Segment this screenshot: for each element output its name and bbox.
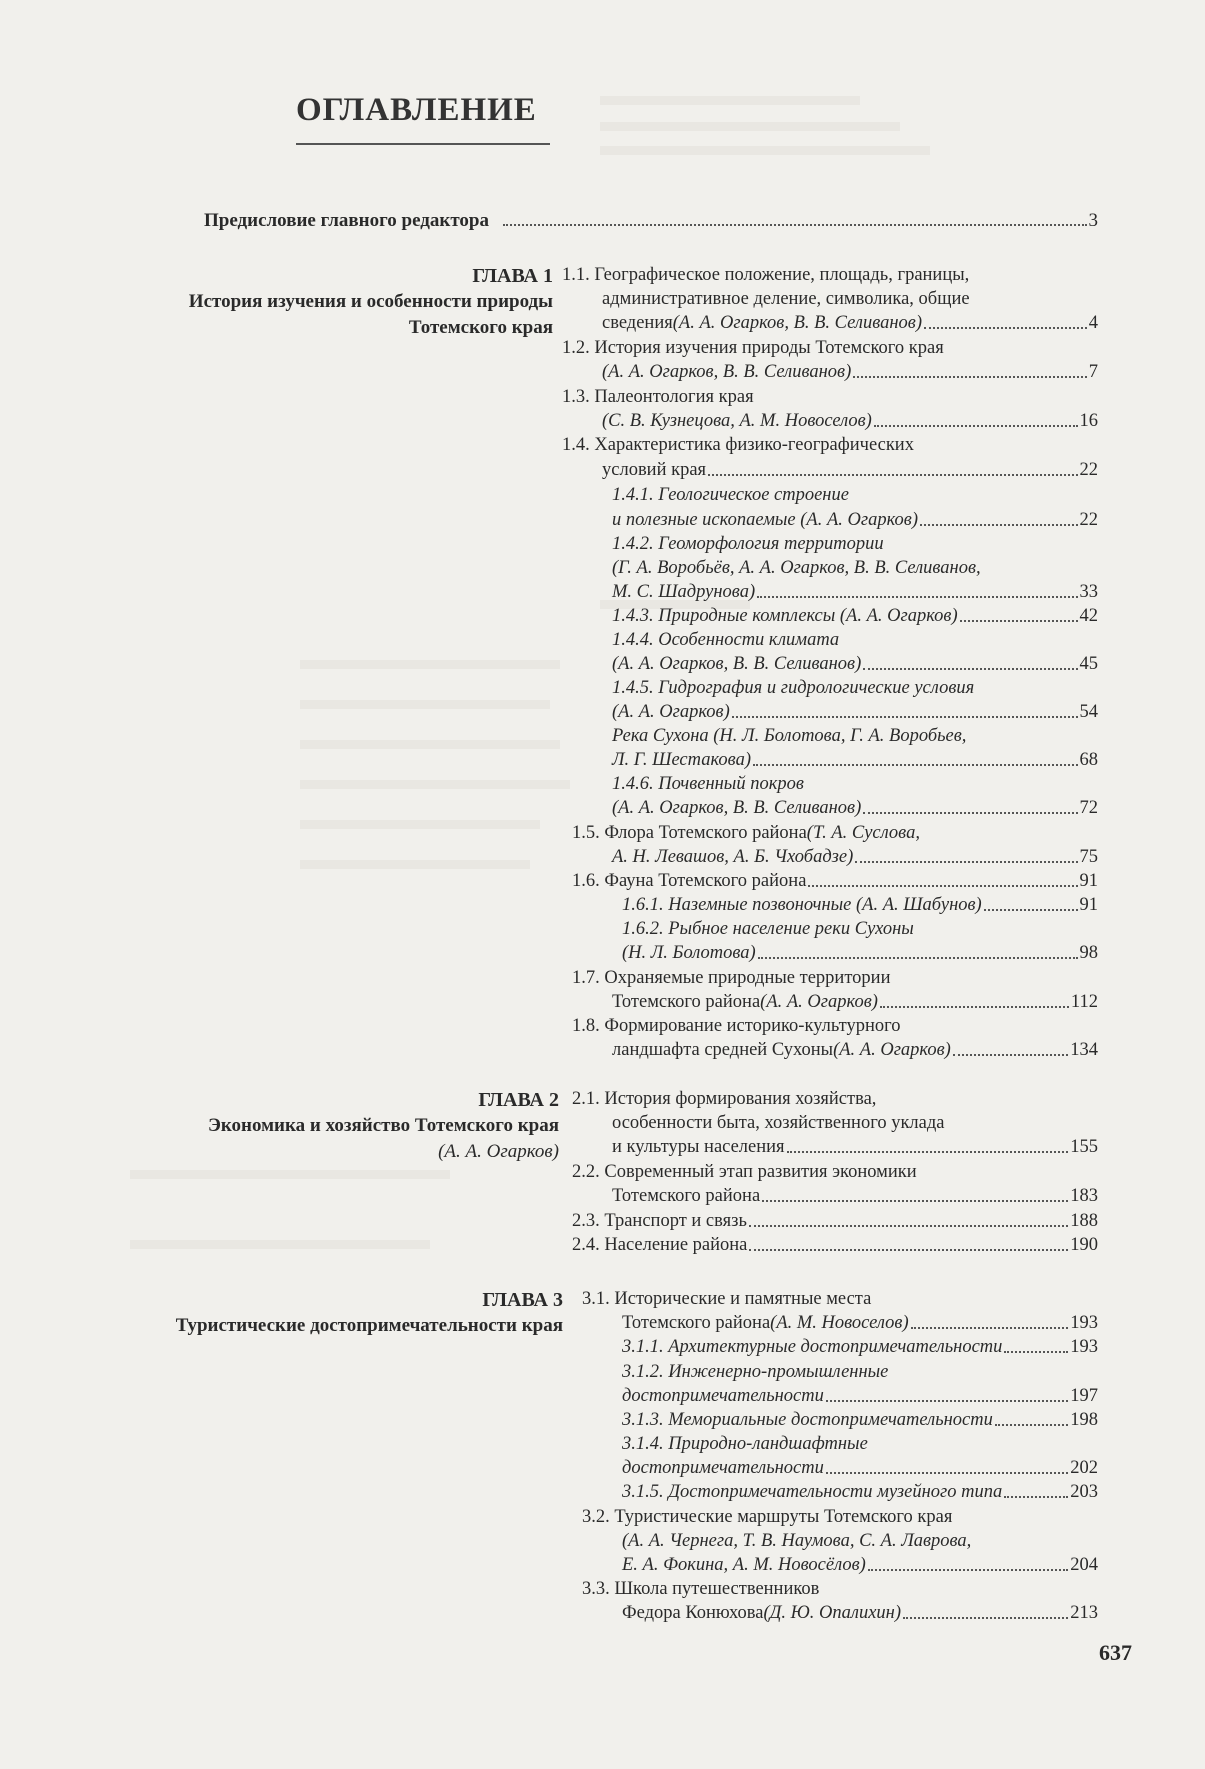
entry-text: условий края [602, 460, 707, 480]
entry-page: 75 [1079, 847, 1098, 867]
entry-text: 1.1. Географическое положение, площадь, границы, [562, 265, 970, 285]
toc-entry [612, 990, 1098, 1014]
entry-author: (Т. А. Суслова, [806, 823, 920, 843]
toc-entry [612, 1135, 1098, 1159]
entry-page: 16 [1079, 411, 1098, 431]
entry-text: М. С. Шадрунова) [612, 582, 756, 602]
chapter-title-line: Экономика и хозяйство Тотемского края [207, 1115, 559, 1136]
entry-author: Е. А. Фокина, А. М. Новосёлов) [622, 1555, 866, 1575]
toc-entry [572, 869, 1098, 893]
toc-entry [622, 1408, 1098, 1432]
leader-dots [868, 1568, 1068, 1571]
leader-dots [757, 595, 1077, 598]
toc-entry [622, 917, 1098, 941]
entry-text: 3.1.4. Природно-ландшафтные [622, 1434, 868, 1454]
entry-text: 1.8. Формирование историко-культурного [572, 1016, 901, 1036]
entry-page: 4 [1088, 313, 1098, 333]
preface-entry [204, 210, 1098, 232]
toc-entry [562, 433, 1098, 457]
entry-text: Река Сухона (Н. Л. Болотова, Г. А. Воробьев, [612, 726, 967, 746]
toc-entry [602, 287, 1098, 311]
toc-entry [612, 580, 1098, 604]
entry-text: 3.1.1. Архитектурные достопримечательности [622, 1337, 1003, 1357]
toc-entry [622, 1384, 1098, 1408]
toc-entry [622, 893, 1098, 917]
entry-text: 1.4.2. Геоморфология территории [612, 534, 884, 554]
chapter-number: ГЛАВА 1 [472, 265, 553, 287]
leader-dots [924, 326, 1087, 329]
entry-text: административное деление, символика, общие [602, 289, 970, 309]
entry-page: 22 [1079, 510, 1098, 530]
chapter-number: ГЛАВА 3 [482, 1289, 563, 1311]
toc-entry [622, 1360, 1098, 1384]
entry-text: Тотемского района [612, 1186, 761, 1206]
entry-text: 1.4.4. Особенности климата [612, 630, 840, 650]
toc-entry [622, 1432, 1098, 1456]
leader-dots [855, 860, 1077, 863]
leader-dots [880, 1005, 1069, 1008]
entry-author: (А. А. Огарков) [760, 992, 878, 1012]
toc-entry [612, 652, 1098, 676]
entry-page: 193 [1070, 1337, 1098, 1357]
toc-entry [572, 1233, 1098, 1257]
toc-entry [612, 772, 1098, 796]
entry-page: 197 [1070, 1386, 1098, 1406]
entry-text: 2.2. Современный этап развития экономики [572, 1162, 917, 1182]
toc-entry [612, 483, 1098, 507]
entry-text: (Г. А. Воробьёв, А. А. Огарков, В. В. Селиванов, [612, 558, 981, 578]
chapter-number: ГЛАВА 2 [478, 1089, 559, 1111]
leader-dots [758, 956, 1078, 959]
entry-page: 22 [1079, 460, 1098, 480]
entry-text: сведения [602, 313, 673, 333]
entry-text: и полезные ископаемые (А. А. Огарков) [612, 510, 918, 530]
toc-entry [572, 1160, 1098, 1184]
toc-entry [572, 966, 1098, 990]
entry-text: 1.7. Охраняемые природные территории [572, 968, 891, 988]
leader-dots [826, 1471, 1068, 1474]
entry-page: 7 [1088, 362, 1098, 382]
toc-entry [612, 845, 1098, 869]
leader-dots [953, 1053, 1068, 1056]
toc-entry [612, 676, 1098, 700]
toc-entry [612, 604, 1098, 628]
chapter-3-heading [176, 1287, 563, 1339]
leader-dots [762, 1199, 1068, 1202]
entry-page: 91 [1079, 871, 1098, 891]
leader-dots [911, 1326, 1069, 1329]
toc-entry [612, 556, 1098, 580]
toc-entry [572, 821, 1098, 845]
entry-text: 1.4.5. Гидрография и гидрологические условия [612, 678, 975, 698]
entry-author: (А. А. Чернега, Т. В. Наумова, С. А. Лаврова, [622, 1531, 972, 1551]
leader-dots [708, 473, 1077, 476]
entry-author: (С. В. Кузнецова, А. М. Новоселов) [602, 411, 872, 431]
entry-text: 1.6.2. Рыбное население реки Сухоны [622, 919, 914, 939]
entry-text: особенности быта, хозяйственного уклада [612, 1113, 945, 1133]
entry-text: 2.3. Транспорт и связь [572, 1211, 747, 1231]
entry-text: 1.2. История изучения природы Тотемского края [562, 338, 944, 358]
entry-page: 203 [1070, 1482, 1098, 1502]
entry-text: (А. А. Огарков) [612, 702, 730, 722]
entry-page: 33 [1079, 582, 1098, 602]
toc-entry [582, 1505, 1098, 1529]
toc-entry [612, 1038, 1098, 1062]
entry-text: Федора Конюхова [622, 1603, 764, 1623]
toc-entry [612, 508, 1098, 532]
toc-entry [622, 1529, 1098, 1553]
entry-page: 98 [1079, 943, 1098, 963]
entry-text: 1.4.3. Природные комплексы (А. А. Огарков) [612, 606, 958, 626]
entry-text: 3.1. Исторические и памятные места [582, 1289, 872, 1309]
toc-entry [602, 311, 1098, 335]
entry-author: (А. М. Новоселов) [770, 1313, 909, 1333]
entry-text: 1.4.1. Геологическое строение [612, 485, 849, 505]
leader-dots [995, 1423, 1068, 1426]
toc-entry [612, 796, 1098, 820]
entry-text: 1.4. Характеристика физико-географических [562, 435, 914, 455]
toc-entry [602, 360, 1098, 384]
entry-page: 54 [1079, 702, 1098, 722]
entry-page: 188 [1070, 1211, 1098, 1231]
entry-page: 193 [1070, 1313, 1098, 1333]
entry-page: 91 [1079, 895, 1098, 915]
toc-entry [562, 336, 1098, 360]
leader-dots [960, 619, 1078, 622]
toc-entry [572, 1209, 1098, 1233]
toc-entry [582, 1577, 1098, 1601]
entry-text: 1.4.6. Почвенный покров [612, 774, 804, 794]
toc-entry [612, 700, 1098, 724]
entry-text: 2.4. Население района [572, 1235, 748, 1255]
leader-dots [1004, 1350, 1068, 1353]
toc-entry [602, 409, 1098, 433]
entry-page: 45 [1079, 654, 1098, 674]
toc-entry [572, 1014, 1098, 1038]
page-title: ОГЛАВЛЕНИЕ [296, 92, 537, 128]
entry-page: 198 [1070, 1410, 1098, 1430]
entry-text: 1.6.1. Наземные позвоночные (А. А. Шабунов) [622, 895, 982, 915]
leader-dots [863, 667, 1077, 670]
entry-author: (А. А. Огарков, В. В. Селиванов) [602, 362, 852, 382]
chapter-author: (А. А. Огарков) [438, 1141, 559, 1162]
page-number: 637 [1099, 1640, 1132, 1665]
toc-entry [612, 532, 1098, 556]
toc-entry [582, 1287, 1098, 1311]
entry-author: (Д. Ю. Опалихин) [763, 1603, 902, 1623]
leader-dots [863, 811, 1077, 814]
toc-entry [622, 1480, 1098, 1504]
toc-entry [622, 1601, 1098, 1625]
entry-text: 2.1. История формирования хозяйства, [572, 1089, 877, 1109]
entry-text: 3.3. Школа путешественников [582, 1579, 820, 1599]
entry-page: 112 [1070, 992, 1098, 1012]
preface-page: 3 [1088, 210, 1098, 231]
toc-entry [622, 941, 1098, 965]
leader-dots [1004, 1495, 1068, 1498]
entry-page: 204 [1070, 1555, 1098, 1575]
leader-dots [808, 884, 1077, 887]
chapter-title-line: Туристические достопримечательности края [175, 1315, 563, 1336]
entry-text: и культуры населения [612, 1137, 785, 1157]
toc-entry [612, 1184, 1098, 1208]
entry-text: Тотемского района [612, 992, 761, 1012]
toc-entry [562, 385, 1098, 409]
toc-entry [612, 748, 1098, 772]
entry-text: 1.3. Палеонтология края [562, 387, 754, 407]
entry-text: 3.2. Туристические маршруты Тотемского края [582, 1507, 953, 1527]
entry-page: 213 [1070, 1603, 1098, 1623]
chapter-2-heading [208, 1087, 559, 1165]
title-underline [296, 143, 550, 145]
leader-dots [920, 523, 1078, 526]
toc-entry [612, 724, 1098, 748]
entry-text: 3.1.3. Мемориальные достопримечательности [622, 1410, 993, 1430]
entry-author: А. Н. Левашов, А. Б. Чхобадзе) [612, 847, 854, 867]
entry-page: 72 [1079, 798, 1098, 818]
chapter-1-heading [189, 263, 553, 341]
entry-text: 1.6. Фауна Тотемского района [572, 871, 807, 891]
entry-text: достопримечательности [622, 1386, 824, 1406]
entry-author: (А. А. Огарков) [833, 1040, 951, 1060]
leader-dots [749, 1224, 1068, 1227]
entry-page: 155 [1070, 1137, 1098, 1157]
chapter-title-line: История изучения и особенности природы [188, 291, 553, 312]
toc-entry [612, 628, 1098, 652]
entry-author: (А. А. Огарков, В. В. Селиванов) [672, 313, 922, 333]
toc-entry [622, 1553, 1098, 1577]
leader-dots [749, 1248, 1068, 1251]
leader-dots [853, 375, 1087, 378]
entry-page: 190 [1070, 1235, 1098, 1255]
entry-page: 42 [1079, 606, 1098, 626]
toc-entry [622, 1311, 1098, 1335]
toc-entry [602, 458, 1098, 482]
entry-text: (А. А. Огарков, В. В. Селиванов) [612, 654, 862, 674]
leader-dots [984, 908, 1078, 911]
leader-dots [732, 715, 1078, 718]
entry-text: (А. А. Огарков, В. В. Селиванов) [612, 798, 862, 818]
toc-entry [562, 263, 1098, 287]
entry-page: 68 [1079, 750, 1098, 770]
chapter-title-line: Тотемского края [408, 317, 553, 338]
entry-page: 134 [1070, 1040, 1098, 1060]
entry-text: Л. Г. Шестакова) [612, 750, 751, 770]
entry-page: 202 [1070, 1458, 1098, 1478]
entry-text: достопримечательности [622, 1458, 824, 1478]
toc-entry [622, 1335, 1098, 1359]
leader-dots [503, 223, 1087, 226]
entry-text: 3.1.2. Инженерно-промышленные [622, 1362, 889, 1382]
leader-dots [753, 763, 1078, 766]
leader-dots [874, 424, 1078, 427]
entry-text: ландшафта средней Сухоны [612, 1040, 834, 1060]
entry-text: 3.1.5. Достопримечательности музейного типа [622, 1482, 1003, 1502]
leader-dots [787, 1150, 1069, 1153]
toc-entry [622, 1456, 1098, 1480]
leader-dots [903, 1616, 1068, 1619]
entry-text: (Н. Л. Болотова) [622, 943, 756, 963]
preface-label: Предисловие главного редактора [204, 210, 489, 231]
entry-text: 1.5. Флора Тотемского района [572, 823, 807, 843]
toc-entry [572, 1087, 1098, 1111]
entry-text: Тотемского района [622, 1313, 771, 1333]
toc-entry [612, 1111, 1098, 1135]
leader-dots [826, 1399, 1068, 1402]
entry-page: 183 [1070, 1186, 1098, 1206]
